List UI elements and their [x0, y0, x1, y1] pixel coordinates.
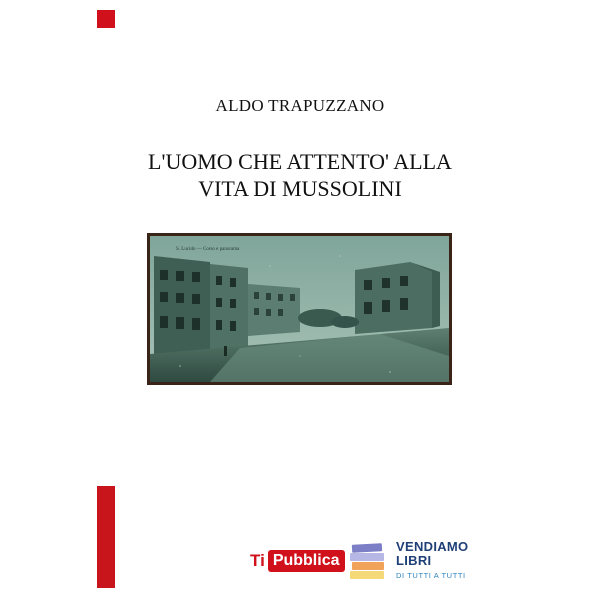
vendiamo-label: VENDIAMO	[396, 539, 469, 554]
author-name: ALDO TRAPUZZANO	[215, 96, 385, 115]
vendiamo-libri-logo	[396, 540, 468, 580]
books-stack-icon	[348, 540, 392, 584]
tipubblica-ti: Ti	[250, 551, 265, 570]
libri-label: LIBRI	[396, 553, 432, 568]
tipubblica-logo	[250, 549, 345, 573]
cover-photo	[147, 233, 452, 385]
side-accent-bar	[97, 486, 115, 588]
book-title-line-1: L'UOMO CHE ATTENTO' ALLA	[148, 149, 452, 174]
photo-caption: S. Lucido — Corso e panorama	[176, 247, 240, 252]
tipubblica-pubblica: Pubblica	[268, 550, 345, 572]
vintage-street-photo	[150, 236, 449, 382]
book-title	[0, 148, 600, 202]
book-title-line-2: VITA DI MUSSOLINI	[198, 176, 402, 201]
vendiamo-libri-tagline: DI TUTTI A TUTTI	[396, 571, 466, 580]
corner-accent-square	[97, 10, 115, 28]
